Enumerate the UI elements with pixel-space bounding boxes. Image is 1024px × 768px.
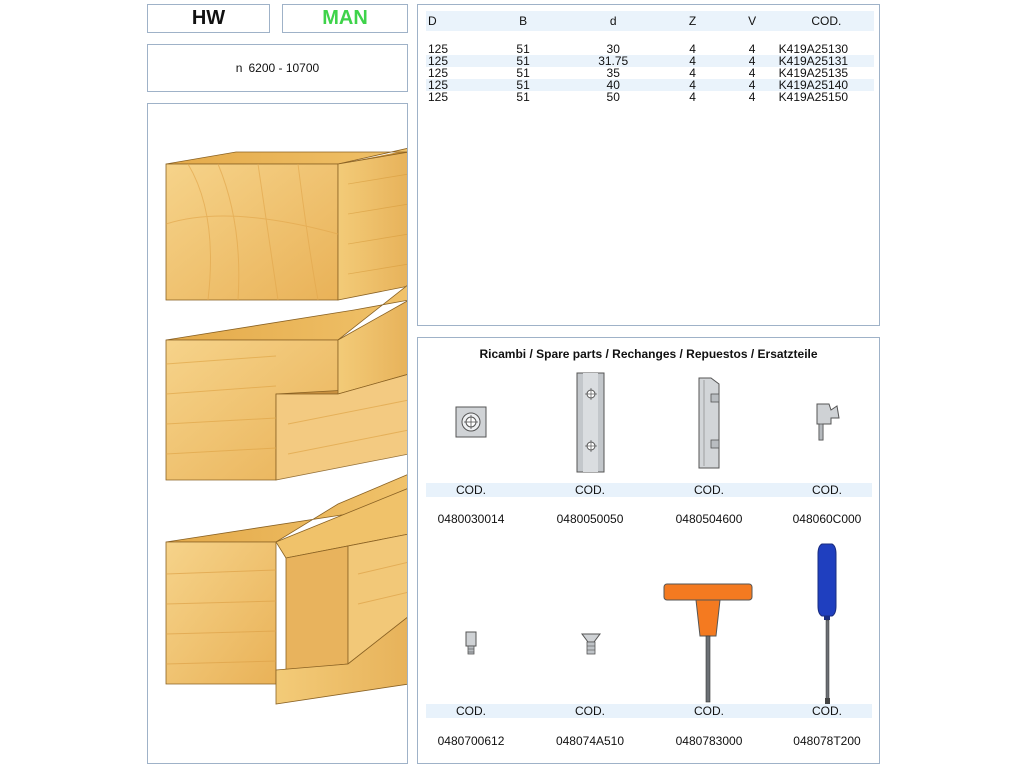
wood-block-3 xyxy=(166,474,408,704)
cod-label: COD. xyxy=(812,704,842,718)
part-code: 0480783000 xyxy=(675,734,743,748)
cell: 125 xyxy=(428,78,449,92)
rpm-prefix: n xyxy=(235,61,243,75)
spec-header-row xyxy=(426,11,874,31)
cell: 51 xyxy=(516,90,530,104)
part-code: 0480504600 xyxy=(675,512,743,526)
cod-label: COD. xyxy=(812,483,842,497)
cell: 35 xyxy=(606,66,620,80)
rpm-range-box xyxy=(147,44,408,92)
knife-blade-icon xyxy=(576,372,606,474)
col-d-bore: d xyxy=(609,14,617,28)
part-code: 048074A510 xyxy=(555,734,625,748)
screwdriver-icon xyxy=(816,542,838,706)
cell: 125 xyxy=(428,54,449,68)
part-code: 0480700612 xyxy=(437,734,505,748)
square-insert-icon xyxy=(455,406,487,438)
cell: 51 xyxy=(516,78,530,92)
cod-label: COD. xyxy=(575,483,605,497)
col-v: V xyxy=(748,14,757,28)
cell: 51 xyxy=(516,54,530,68)
cell: 125 xyxy=(428,90,449,104)
profile-illustration xyxy=(147,103,408,764)
cod-label: COD. xyxy=(456,704,486,718)
cell: K419A25131 xyxy=(778,54,849,68)
cell: 4 xyxy=(689,66,696,80)
cell: 125 xyxy=(428,66,449,80)
cell: 4 xyxy=(689,78,696,92)
spare-parts-title: Ricambi / Spare parts / Rechanges / Repuestos / Ersatzteile xyxy=(479,347,818,361)
cod-label: COD. xyxy=(694,483,724,497)
part-code: 048078T200 xyxy=(793,734,861,748)
cod-label: COD. xyxy=(575,704,605,718)
spec-table-panel xyxy=(417,4,880,326)
cell: 4 xyxy=(689,42,696,56)
spare-parts-panel xyxy=(417,337,880,764)
cell: 31.75 xyxy=(598,54,629,68)
cell: 4 xyxy=(748,54,756,68)
cell: K419A25130 xyxy=(778,42,849,56)
cell: 51 xyxy=(516,66,530,80)
cell: 4 xyxy=(689,54,696,68)
col-z: Z xyxy=(688,14,697,28)
wood-profile-image xyxy=(148,104,408,764)
cell: 4 xyxy=(748,66,756,80)
countersunk-screw-icon xyxy=(581,632,601,656)
cell: 40 xyxy=(606,78,620,92)
cod-label: COD. xyxy=(694,704,724,718)
part-code: 0480050050 xyxy=(556,512,624,526)
part-code: 048060C000 xyxy=(792,512,862,526)
cell: 30 xyxy=(606,42,620,56)
part-code: 0480030014 xyxy=(437,512,505,526)
cell: 51 xyxy=(516,42,530,56)
cell: 4 xyxy=(748,78,756,92)
cell: K419A25150 xyxy=(778,90,849,104)
cell: K419A25135 xyxy=(778,66,849,80)
col-d-outer: D xyxy=(428,14,437,28)
material-label: HW xyxy=(147,4,270,33)
cod-label: COD. xyxy=(456,483,486,497)
cell: 4 xyxy=(748,90,756,104)
scoring-insert-icon xyxy=(815,402,841,442)
t-handle-key-icon xyxy=(662,582,754,704)
feed-label: MAN xyxy=(282,4,408,33)
wood-block-1 xyxy=(166,148,408,300)
table-row xyxy=(426,91,874,103)
cell: K419A25140 xyxy=(778,78,849,92)
col-cod: COD. xyxy=(811,14,842,28)
cell: 4 xyxy=(748,42,756,56)
cell: 125 xyxy=(428,42,449,56)
col-b: B xyxy=(519,14,528,28)
rpm-range: 6200 - 10700 xyxy=(248,61,320,75)
spec-table xyxy=(426,11,874,103)
cell: 4 xyxy=(689,90,696,104)
wood-block-2 xyxy=(166,284,408,480)
cell: 50 xyxy=(606,90,620,104)
clamp-wedge-icon xyxy=(695,376,723,472)
screw-icon xyxy=(464,630,478,658)
